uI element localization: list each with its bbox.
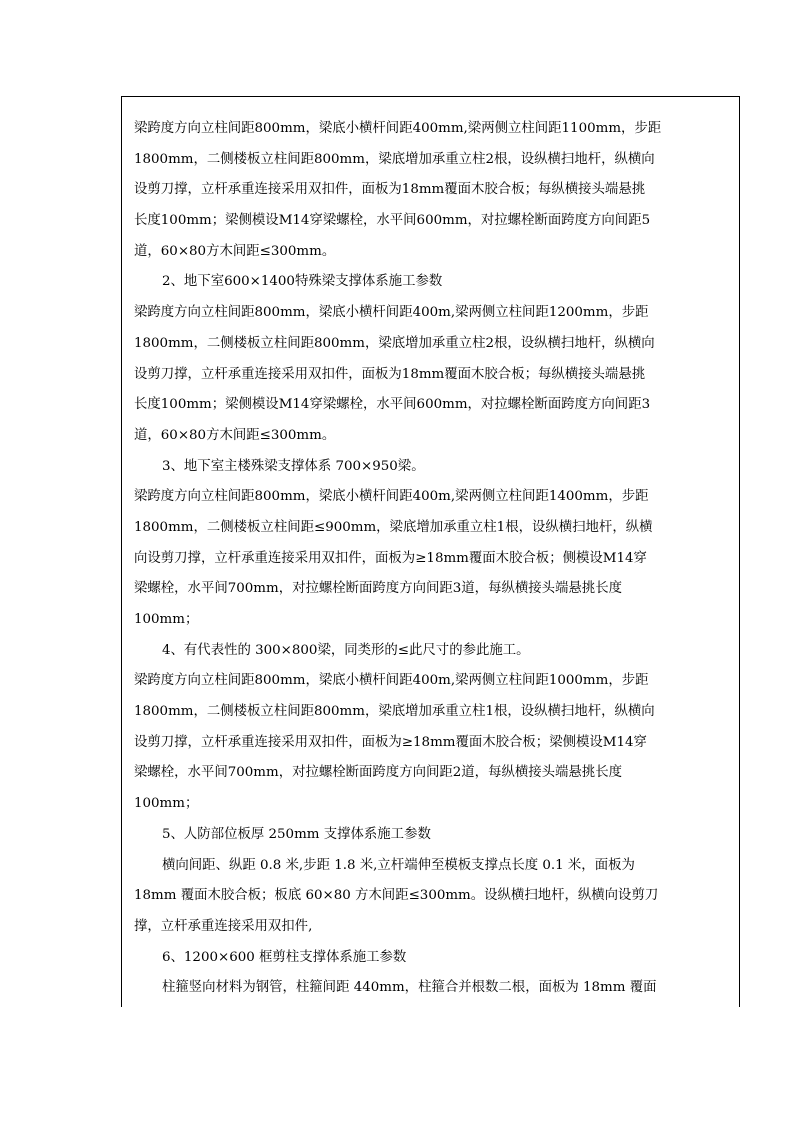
document-body — [134, 114, 734, 1004]
text-line: 梁螺栓，水平间700mm，对拉螺栓断面跨度方向间距3道，每纵横接头端悬挑长度 — [134, 581, 622, 597]
section-2 — [134, 267, 734, 451]
text-line: 1800mm，二侧楼板立柱间距≤900mm，梁底增加承重立柱1根，设纵横扫地杆，纵横 — [134, 519, 653, 535]
text-line: 设剪刀撑，立杆承重连接采用双扣件，面板为≥18mm覆面木胶合板；梁侧模设M14穿 — [134, 734, 647, 750]
text-line: 横向间距、纵距 0.8 米,步距 1.8 米,立杆端伸至模板支撑点长度 0.1 米，面板为 — [162, 857, 635, 873]
text-line: 1800mm，二侧楼板立柱间距800mm，梁底增加承重立柱1根，设纵横扫地杆，纵横向 — [134, 704, 655, 720]
text-line: 向设剪刀撑，立杆承重连接采用双扣件，面板为≥18mm覆面木胶合板；侧模设M14穿 — [134, 550, 647, 566]
section-heading-line: 4、有代表性的 300×800梁，同类形的≤此尺寸的参此施工。 — [162, 642, 530, 658]
text-line: 长度100mm；梁侧模设M14穿梁螺栓，水平间600mm，对拉螺栓断面跨度方向间距5 — [134, 213, 651, 229]
text-line: 设剪刀撑，立杆承重连接采用双扣件，面板为18mm覆面木胶合板；每纵横接头端悬挑 — [134, 366, 646, 382]
text-line: 1800mm，二侧楼板立柱间距800mm，梁底增加承重立柱2根，设纵横扫地杆，纵横向 — [134, 335, 655, 351]
section-3 — [134, 452, 734, 636]
section-heading-line: 5、人防部位板厚 250mm 支撑体系施工参数 — [162, 826, 431, 842]
text-line: 18mm 覆面木胶合板；板底 60×80 方木间距≤300mm。设纵横扫地杆，纵横向设剪刀 — [134, 888, 659, 904]
text-line: 柱箍竖向材料为钢管，柱箍间距 440mm，柱箍合并根数二根，面板为 18mm 覆面 — [162, 980, 657, 996]
document-table-cell — [121, 96, 740, 1007]
section-6 — [134, 943, 734, 1004]
text-line: 梁跨度方向立柱间距800mm，梁底小横杆间距400m,梁两侧立柱间距1400mm，步距 — [134, 489, 649, 505]
text-line: 梁跨度方向立柱间距800mm，梁底小横杆间距400m,梁两侧立柱间距1200mm，步距 — [134, 305, 649, 321]
section-heading-line: 6、1200×600 框剪柱支撑体系施工参数 — [162, 949, 407, 965]
text-line: 设剪刀撑，立杆承重连接采用双扣件，面板为18mm覆面木胶合板；每纵横接头端悬挑 — [134, 182, 646, 198]
section-4 — [134, 636, 734, 820]
text-line: 100mm； — [134, 612, 199, 627]
text-line: 道，60×80方木间距≤300mm。 — [134, 427, 336, 443]
text-line: 1800mm，二侧楼板立柱间距800mm，梁底增加承重立柱2根，设纵横扫地杆，纵横向 — [134, 151, 655, 167]
section-heading-line: 2、地下室600×1400特殊梁支撑体系施工参数 — [162, 274, 443, 290]
text-line: 撑，立杆承重连接采用双扣件, — [134, 918, 313, 934]
section-1 — [134, 114, 734, 267]
text-line: 长度100mm；梁侧模设M14穿梁螺栓，水平间600mm，对拉螺栓断面跨度方向间距3 — [134, 397, 651, 413]
text-line: 道，60×80方木间距≤300mm。 — [134, 243, 336, 259]
section-5 — [134, 820, 734, 943]
section-heading-line: 3、地下室主楼殊梁支撑体系 700×950梁。 — [162, 458, 425, 474]
text-line: 梁跨度方向立柱间距800mm，梁底小横杆间距400m,梁两侧立柱间距1000mm，步距 — [134, 673, 649, 689]
text-line: 梁跨度方向立柱间距800mm，梁底小横杆间距400mm,梁两侧立柱间距1100mm，步距 — [134, 121, 662, 136]
text-line: 梁螺栓，水平间700mm，对拉螺栓断面跨度方向间距2道，每纵横接头端悬挑长度 — [134, 765, 622, 781]
text-line: 100mm； — [134, 796, 199, 812]
